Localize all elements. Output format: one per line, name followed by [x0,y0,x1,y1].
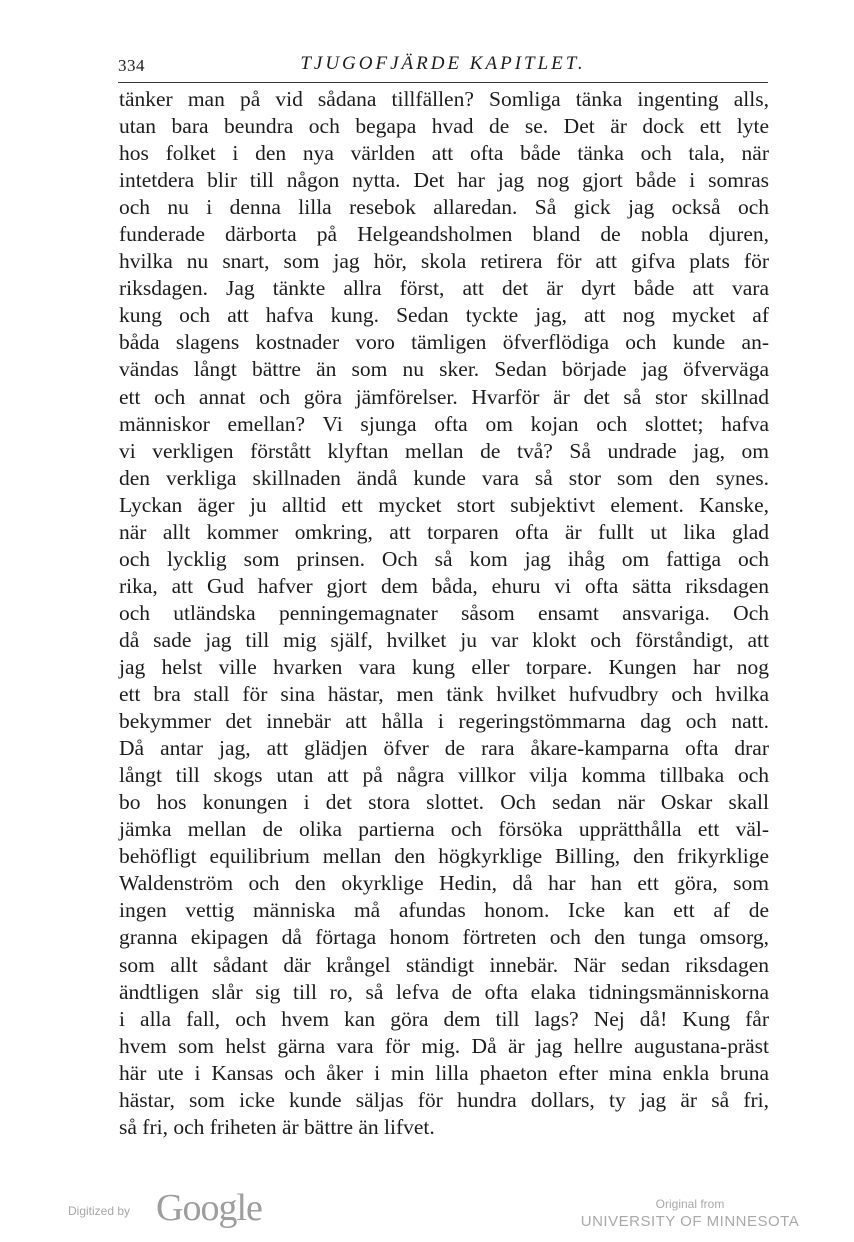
text-line: jämka mellan de olika partierna och försöka upprätthålla ett väl- [119,817,769,842]
text-line: behöfligt equilibrium mellan den högkyrklige Billing, den frikyrklige [119,844,769,869]
text-line: hvilka nu snart, som jag hör, skola retirera för att gifva plats för [119,249,769,274]
text-line: granna ekipagen då förtaga honom förtreten och den tunga omsorg, [119,925,769,950]
page-header [118,48,768,83]
text-line: riksdagen. Jag tänkte allra först, att det är dyrt både att vara [119,276,769,301]
running-title: TJUGOFJÄRDE KAPITLET. [300,53,586,74]
text-line: här ute i Kansas och åker i min lilla phaeton efter mina enkla bruna [119,1060,769,1085]
text-line: bo hos konungen i det stora slottet. Och sedan när Oskar skall [119,790,769,815]
digitized-by-label: Digitized by [68,1204,131,1218]
text-line: Waldenström och den okyrklige Hedin, då har han ett göra, som [119,871,769,896]
original-from-label: Original from [655,1197,725,1211]
text-line: Då antar jag, att glädjen öfver de rara åkare-kamparna ofta drar [119,736,769,761]
institution-name: UNIVERSITY OF MINNESOTA [580,1213,800,1230]
text-line: funderade därborta på Helgeandsholmen bland de nobla djuren, [119,222,769,247]
original-source-watermark [560,1196,820,1232]
text-line: kung och att hafva kung. Sedan tyckte jag, att nog mycket af [119,303,769,328]
text-line: människor emellan? Vi sjunga ofta om kojan och slottet; hafva [119,411,769,436]
text-line: ett bra stall för sina hästar, men tänk hvilket hufvudbry och hvilka [119,682,769,707]
text-line: hos folket i den nya världen att ofta både tänka och tala, när [119,141,769,166]
google-logo: Google [156,1187,262,1229]
text-line: båda slagens kostnader voro tämligen öfverflödiga och kunde an- [119,330,769,355]
text-line: i alla fall, och hvem kan göra dem till lags? Nej då! Kung får [119,1006,769,1031]
body-text [119,86,769,1141]
text-line: den verkliga skillnaden ändå kunde vara så stor som den synes. [119,465,769,490]
text-line: tänker man på vid sådana tillfällen? Somliga tänka ingenting alls, [119,87,769,111]
text-line: och nu i denna lilla resebok allaredan. Så gick jag också och [119,195,769,220]
text-line: Lyckan äger ju alltid ett mycket stort subjektivt element. Kanske, [119,492,769,517]
text-line: ett och annat och göra jämförelser. Hvarför är det så stor skillnad [119,384,769,409]
text-line: rika, att Gud hafver gjort dem båda, ehuru vi ofta sätta riksdagen [119,573,769,598]
text-line: bekymmer det innebär att hålla i regeringstömmarna dag och natt. [119,709,769,734]
text-line: hvem som helst gärna vara för mig. Då är jag hellre augustana-präst [119,1033,769,1058]
text-line: vändas långt bättre än som nu sker. Sedan började jag öfverväga [119,357,769,382]
text-line: ändtligen slår sig till ro, så lefva de ofta elaka tidningsmänniskorna [119,979,769,1004]
text-line: när allt kommer omkring, att torparen ofta är fullt ut lika glad [119,519,769,544]
text-line: som allt sådant där krångel ständigt innebär. När sedan riksdagen [119,952,769,977]
text-line: ingen vettig människa må afundas honom. Icke kan ett af de [119,898,769,923]
text-line: hästar, som icke kunde säljas för hundra dollars, ty jag är så fri, [119,1087,769,1112]
text-line: utan bara beundra och begapa hvad de se. Det är dock ett lyte [119,114,769,139]
text-line: jag helst ville hvarken vara kung eller torpare. Kungen har nog [119,654,769,679]
text-line: och utländska penningemagnater såsom ensamt ansvariga. Och [119,600,769,625]
text-line: då sade jag till mig själf, hvilket ju var klokt och förståndigt, att [119,627,769,652]
text-line: långt till skogs utan att på några villkor vilja komma tillbaka och [119,763,769,788]
text-line-last: så fri, och friheten är bättre än lifvet. [119,1114,435,1139]
page-number: 334 [118,56,145,75]
text-line: intetdera blir till någon nytta. Det har jag nog gjort både i somras [119,168,769,193]
text-line: vi verkligen förstått klyftan mellan de två? Så undrade jag, om [119,438,769,463]
text-line: och lycklig som prinsen. Och så kom jag ihåg om fattiga och [119,546,769,571]
